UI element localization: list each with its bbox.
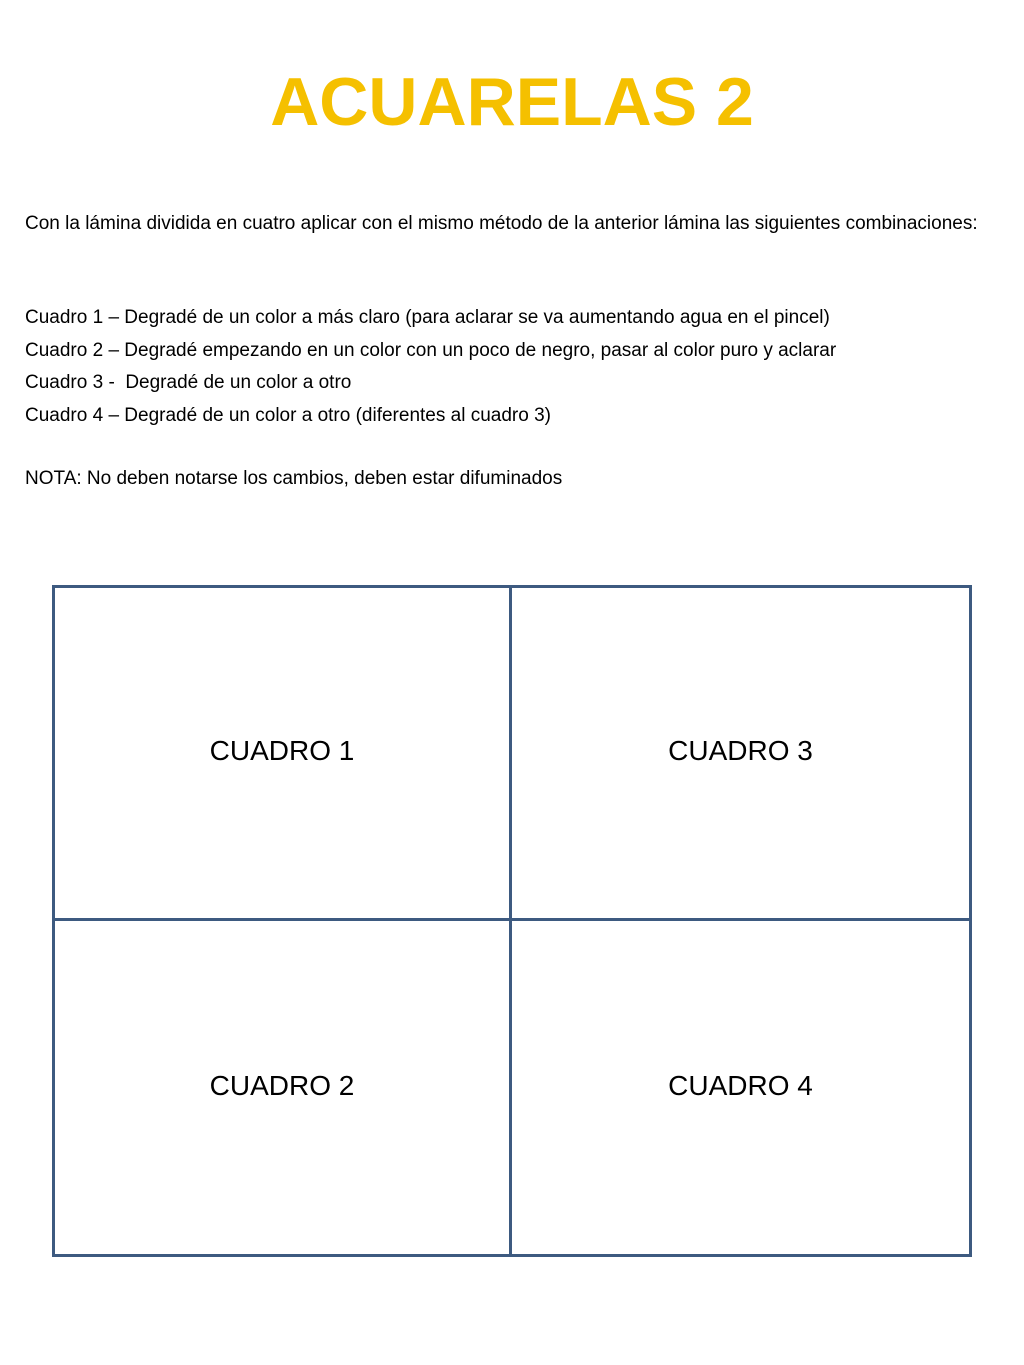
cuadro-3-cell: [512, 588, 969, 921]
page-title: ACUARELAS 2: [270, 64, 754, 140]
instructions-list: [25, 302, 999, 432]
note-text: NOTA: No deben notarse los cambios, deben estar difuminados: [25, 468, 563, 489]
intro-paragraph: Con la lámina dividida en cuatro aplicar con el mismo método de la anterior lámina las siguientes combinaciones:: [25, 213, 978, 234]
instruction-cuadro-2: Cuadro 2 – Degradé empezando en un color con un poco de negro, pasar al color puro y aclarar: [25, 339, 837, 361]
cuadros-grid: [52, 585, 972, 1257]
instruction-cuadro-1: Cuadro 1 – Degradé de un color a más claro (para aclarar se va aumentando agua en el pincel): [25, 307, 830, 328]
cuadro-1-label: CUADRO 1: [209, 735, 355, 766]
cuadro-4-label: CUADRO 4: [668, 1069, 813, 1101]
instruction-cuadro-4: Cuadro 4 – Degradé de un color a otro (diferentes al cuadro 3): [25, 404, 551, 426]
cuadro-3-label: CUADRO 3: [668, 735, 813, 766]
cuadro-4-cell: [512, 921, 969, 1254]
cuadro-2-label: CUADRO 2: [209, 1069, 355, 1101]
cuadro-1-cell: [55, 588, 512, 921]
cuadro-2-cell: [55, 921, 512, 1254]
instruction-cuadro-3: Cuadro 3 - Degradé de un color a otro: [25, 372, 352, 393]
